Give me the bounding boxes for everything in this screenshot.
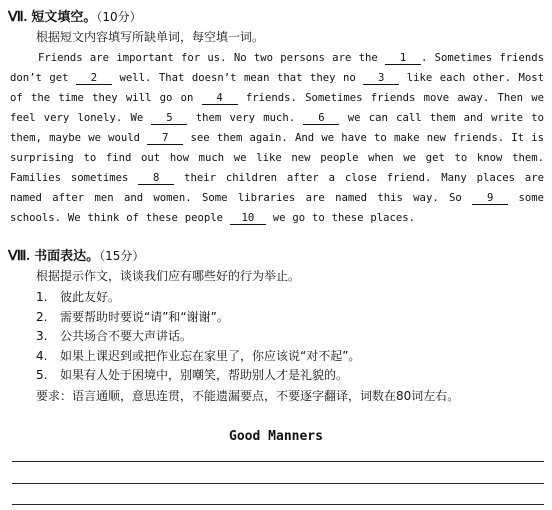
section7-points: （10分）: [96, 10, 142, 24]
passage-text: some schools. We think of these people: [10, 192, 544, 224]
blank-8[interactable]: 8: [138, 172, 174, 185]
passage-text: them very much.: [187, 112, 304, 124]
prompt-item-number: 5.: [36, 368, 48, 382]
prompt-item-text: 如果有人处于困境中，别嘲笑，帮助别人才是礼貌的。: [60, 368, 349, 382]
prompt-item-text: 如果上课迟到或把作业忘在家里了，你应该说“对不起”。: [60, 348, 361, 363]
passage-text: well. That doesn’t mean that they no: [112, 72, 364, 84]
blank-6[interactable]: 6: [303, 112, 339, 125]
section8-points: （15分）: [99, 249, 145, 263]
prompt-item-text: 彼此友好。: [60, 290, 121, 304]
prompt-item-number: 4.: [36, 348, 48, 363]
blank-5[interactable]: 5: [151, 112, 187, 125]
passage-text: . Sometimes friends don’t get: [10, 52, 544, 84]
blank-9[interactable]: 9: [472, 192, 508, 205]
answer-line[interactable]: [12, 483, 544, 484]
blank-3[interactable]: 3: [363, 72, 399, 85]
passage-text: friends. Sometimes friends move away. Then we feel very lonely. We: [10, 92, 544, 124]
prompt-item-text: 公共场合不要大声讲话。: [60, 329, 193, 343]
passage-text: we go to these places.: [265, 212, 416, 224]
prompt-item: [36, 308, 360, 328]
prompt-item-text: 需要帮助时要说“请”和“谢谢”。: [60, 309, 229, 324]
prompt-item: [36, 366, 360, 386]
prompt-item: [36, 288, 360, 308]
passage-text: Friends are important for us. No two persons are the: [38, 52, 386, 64]
answer-line[interactable]: [12, 461, 544, 462]
section7-title: 短文填空。: [31, 10, 97, 25]
prompt-item-number: 1.: [36, 290, 48, 304]
section8-title: 书面表达。: [34, 249, 100, 264]
essay-title: Good Manners: [229, 429, 323, 444]
section7-heading: [8, 9, 142, 26]
passage-text: like each other. Most of the time they will go on: [10, 72, 544, 104]
blank-7[interactable]: 7: [147, 132, 183, 145]
prompt-item: [36, 327, 360, 347]
writing-prompt-list: [36, 288, 360, 386]
writing-requirement: 要求：语言通顺，意思连贯，不能遗漏要点，不要逐字翻译，词数在80词左右。: [36, 389, 460, 403]
prompt-item: [36, 347, 360, 367]
prompt-item-number: 3.: [36, 329, 48, 343]
passage-text: their children after a close friend. Many places are named after men and women. Some libraries are named this way. So: [10, 172, 544, 204]
blank-2[interactable]: 2: [76, 72, 112, 85]
prompt-item-number: 2.: [36, 309, 48, 324]
section8-instruction: 根据提示作文，谈谈我们应有哪些好的行为举止。: [36, 269, 301, 283]
section8-heading: [8, 248, 144, 265]
cloze-passage: [10, 48, 544, 228]
blank-4[interactable]: 4: [202, 92, 238, 105]
blank-1[interactable]: 1: [385, 52, 421, 65]
passage-text: we can call them and write to them, maybe we would: [10, 112, 544, 144]
blank-10[interactable]: 10: [230, 212, 266, 225]
section7-instruction: 根据短文内容填写所缺单词，每空填一词。: [36, 30, 265, 44]
answer-line[interactable]: [12, 504, 544, 505]
passage-text: see them again. And we have to make new friends. It is surprising to find out how much we like new people when we get to know them. Families sometimes: [10, 132, 545, 184]
section7-number: Ⅶ.: [8, 10, 28, 25]
section8-number: Ⅷ.: [8, 249, 30, 264]
